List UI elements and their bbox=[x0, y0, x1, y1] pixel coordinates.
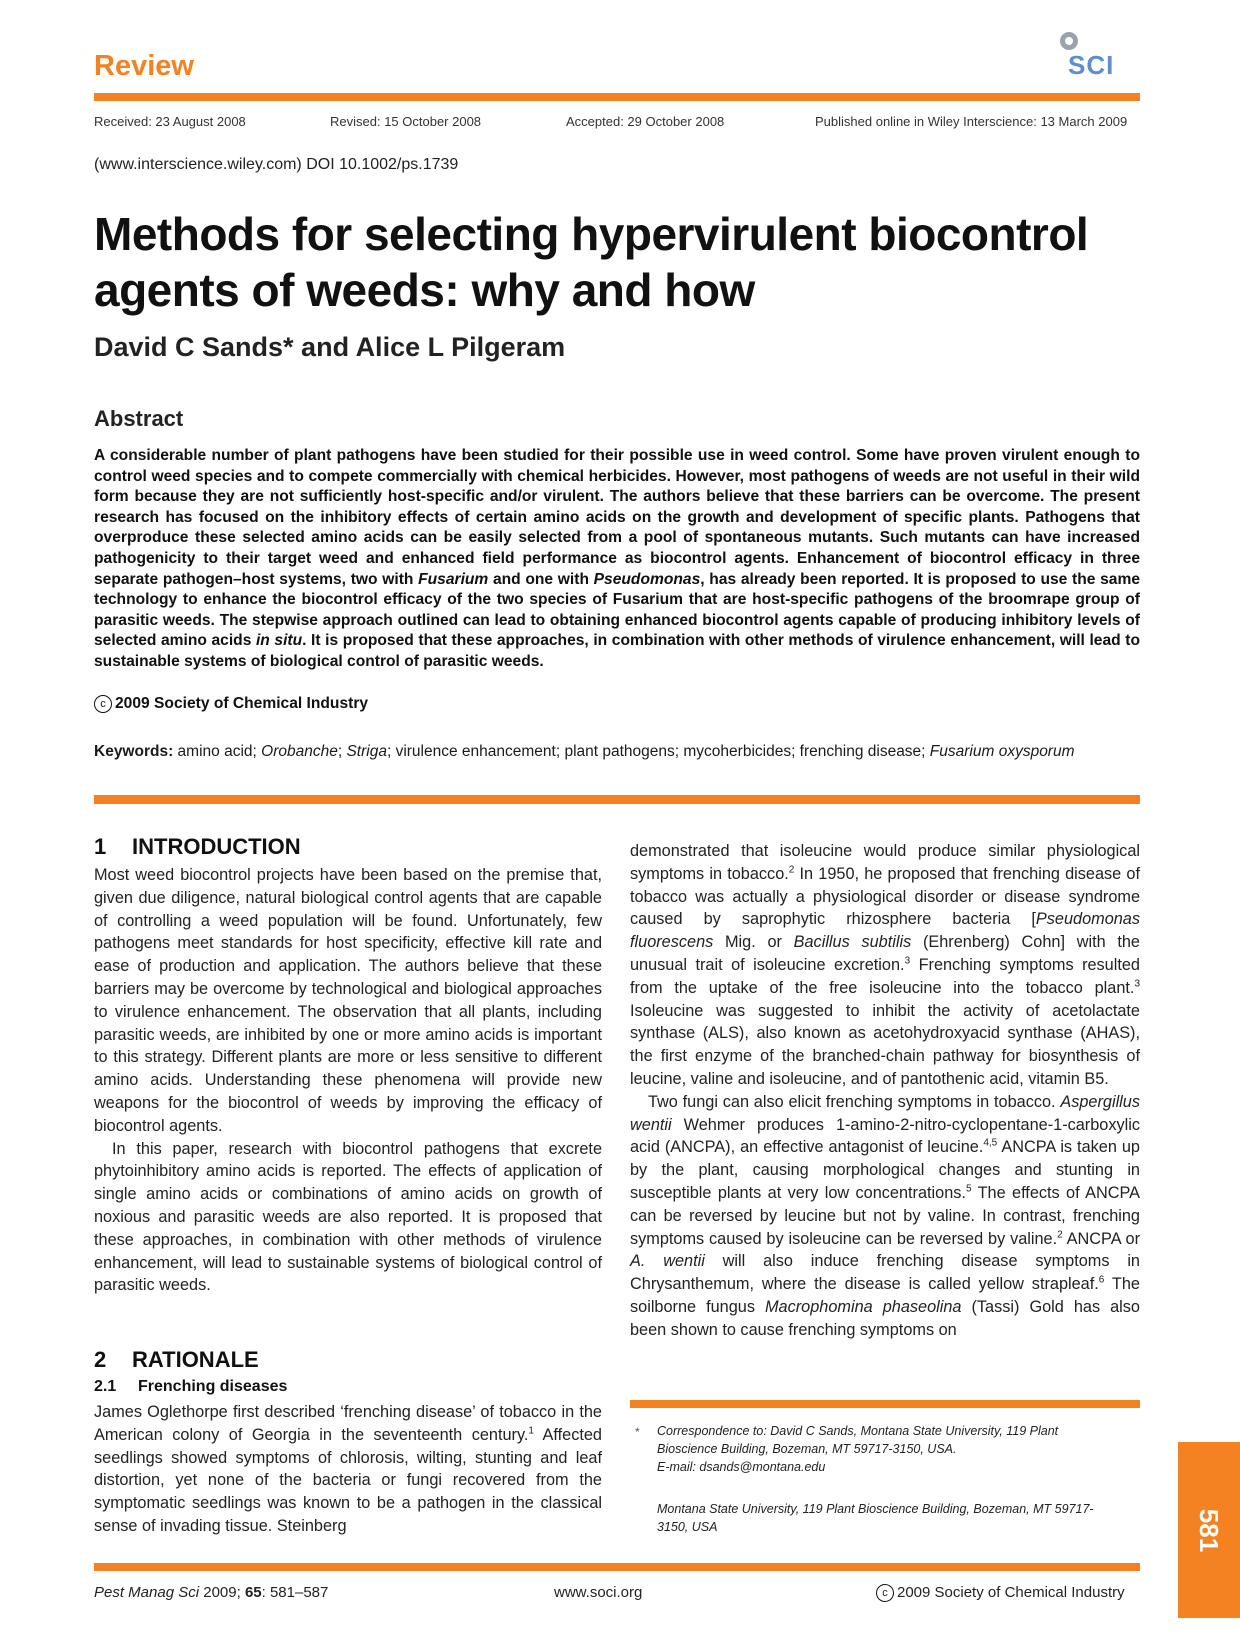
reference-marker[interactable]: 3 bbox=[904, 955, 911, 967]
received-date: Received: 23 August 2008 bbox=[94, 114, 246, 129]
text-run: The soilborne fungus bbox=[630, 1275, 1140, 1316]
citation-pages: : 581–587 bbox=[261, 1584, 329, 1601]
text-run: Frenching symptoms resulted from the uptake of the free isoleucine into the tobacco plant. bbox=[630, 955, 1140, 997]
abstract-part-1: A considerable number of plant pathogens have been studied for their possible use in weed control. Some have proven virulent enough to control weed species and to compete commercially with chemical herbicides. However, most pathogens of weeds are not useful in their wild form because they are not sufficiently host-specific and/or virulent. The authors believe that these barriers can be overcome. The present research has focused on the inhibitory effects of certain amino acids on the growth and development of specific plants. Pathogens that overproduce these selected amino acids can be easily selected from a pool of spontaneous mutants. Such mutants can have increased pathogenicity to their target weed and enhanced field performance as biocontrol agents. Enhancement of biocontrol efficacy in three separate pathogen–host systems, two with bbox=[94, 447, 1140, 588]
abstract-pseudomonas: Pseudomonas bbox=[593, 570, 701, 588]
subsection-heading bbox=[94, 1378, 287, 1396]
right-paragraph-1 bbox=[630, 840, 1140, 1091]
abstract-part-2: and one with bbox=[488, 570, 594, 588]
text-run: (Tassi) Gold has also been shown to cause frenching symptoms on bbox=[630, 1297, 1140, 1339]
intro-title: INTRODUCTION bbox=[132, 834, 301, 859]
correspondence-note bbox=[657, 1422, 1140, 1476]
abstract-fusarium: Fusarium bbox=[418, 570, 489, 588]
page-number: 581 bbox=[1194, 1508, 1225, 1552]
affiliation-line-2: 3150, USA bbox=[657, 1520, 718, 1534]
text-run: demonstrated that isoleucine would produce similar physiological symptoms in tobacco. bbox=[630, 842, 1140, 883]
correspondence-email[interactable]: E-mail: dsands@montana.edu bbox=[657, 1460, 826, 1474]
sci-ring-icon bbox=[1060, 32, 1078, 50]
species-name: Aspergillus wentii bbox=[630, 1092, 1140, 1134]
citation-year: 2009; bbox=[199, 1584, 245, 1601]
text-run: will also induce frenching disease symptoms in Chrysanthemum, where the disease is called yellow strapleaf. bbox=[630, 1252, 1140, 1294]
rationale-text-2: Affected seedlings showed symptoms of chlorosis, wilting, stunting and leaf distortion, yet none of the bacteria or fungi recovered from the symptomatic seedlings was known to be a pathogen in the classical sense of invading tissue. Steinberg bbox=[94, 1425, 602, 1535]
copyright-icon: c bbox=[94, 695, 112, 713]
affiliation-line-1: Montana State University, 119 Plant Bioscience Building, Bozeman, MT 59717- bbox=[657, 1502, 1094, 1516]
keyword-text: ; virulence enhancement; plant pathogens; mycoherbicides; frenching disease; bbox=[386, 743, 930, 760]
title-line-1: Methods for selecting hypervirulent biocontrol bbox=[94, 208, 1089, 260]
abstract-in-situ: in situ bbox=[255, 632, 303, 650]
copyright-icon: c bbox=[876, 1584, 894, 1602]
rationale-text-1: James Oglethorpe first described ‘frenching disease’ of tobacco in the American colony of Georgia in the seventeenth century. bbox=[94, 1403, 602, 1444]
intro-body bbox=[94, 864, 602, 1297]
text-run: ANCPA or bbox=[1062, 1229, 1140, 1248]
keyword-sep: ; bbox=[337, 743, 347, 760]
correspondence-line-2: Bioscience Building, Bozeman, MT 59717-3150, USA. bbox=[657, 1442, 957, 1456]
abstract-rule bbox=[94, 795, 1140, 804]
species-name: Bacillus subtilis bbox=[793, 933, 912, 952]
text-run: Isoleucine was suggested to inhibit the activity of acetolactate synthase (ALS), also known as acetohydroxyacid synthase (AHAS), the first enzyme of the branched-chain pathway for biosynthesis of leucine, valine and isoleucine, and of pantothenic acid, vitamin B5. bbox=[630, 1001, 1140, 1088]
right-paragraph-2 bbox=[630, 1091, 1140, 1342]
rationale-paragraph bbox=[94, 1401, 602, 1538]
reference-marker[interactable]: 4,5 bbox=[983, 1137, 998, 1149]
citation-volume: 65 bbox=[244, 1584, 262, 1601]
accepted-date: Accepted: 29 October 2008 bbox=[566, 114, 725, 129]
title-line-2: agents of weeds: why and how bbox=[94, 264, 755, 316]
species-name: Macrophomina phaseolina bbox=[765, 1297, 962, 1316]
species-name: A. wentii bbox=[630, 1252, 705, 1271]
header-rule bbox=[94, 93, 1140, 101]
intro-number: 1 bbox=[94, 834, 107, 859]
footer-rule bbox=[94, 1563, 1140, 1571]
rationale-title: RATIONALE bbox=[132, 1347, 259, 1372]
revised-date: Revised: 15 October 2008 bbox=[330, 114, 482, 129]
text-run: Two fungi can also elicit frenching symptoms in tobacco. bbox=[648, 1092, 1061, 1111]
rationale-body bbox=[94, 1401, 602, 1538]
sci-logo-text: SCI bbox=[1068, 50, 1115, 80]
article-authors: David C Sands* and Alice L Pilgeram bbox=[94, 332, 566, 362]
reference-marker[interactable]: 2 bbox=[1057, 1229, 1063, 1241]
keyword-text: amino acid; bbox=[173, 743, 262, 760]
abstract-part-4: . It is proposed that these approaches, in combination with other methods of virulence enhancement, will lead to sustainable systems of biological control of parasitic weeds. bbox=[94, 632, 1140, 670]
reference-marker[interactable]: 5 bbox=[965, 1183, 972, 1195]
intro-heading bbox=[94, 834, 301, 860]
keyword-orobanche: Orobanche bbox=[261, 743, 338, 760]
intro-paragraph-1: Most weed biocontrol projects have been based on the premise that, given due diligence, natural biological control agents that are capable of controlling a weed population will be found. Unfortunately, few pathogens meet standards for host specificity, effective kill rate and ease of production and application. The authors believe that these barriers may be overcome by technological and biological approaches to virulence enhancement. The observation that all plants, including parasitic weeds, are inhibited by one or more amino acids is important to this strategy. Different plants are more or less sensitive to different amino acids. Understanding these phenomena will provide new weapons for the biocontrol of weeds by improving the efficacy of biocontrol agents. bbox=[94, 866, 602, 1135]
subsection-number: 2.1 bbox=[94, 1378, 117, 1395]
abstract-text bbox=[94, 446, 1140, 673]
keyword-striga: Striga bbox=[346, 743, 387, 760]
abstract-copyright bbox=[94, 695, 368, 713]
journal-citation bbox=[94, 1584, 328, 1601]
footnote-mark: * bbox=[635, 1425, 640, 1439]
text-run: Mig. or bbox=[713, 933, 794, 952]
reference-marker[interactable]: 3 bbox=[1134, 978, 1140, 990]
text-run: (Ehrenberg) Cohn] with the unusual trait of isoleucine excretion. bbox=[630, 933, 1140, 974]
page-number-tab bbox=[1178, 1442, 1240, 1618]
reference-marker[interactable]: 6 bbox=[1098, 1274, 1105, 1286]
journal-name: Pest Manag Sci bbox=[94, 1584, 200, 1601]
keywords-label: Keywords: bbox=[94, 743, 174, 760]
abstract-part-3: , has already been reported. It is proposed to use the same technology to enhance the biocontrol efficacy of the two species of Fusarium that are host-specific pathogens of the broomrape group of parasitic weeds. The stepwise approach outlined can lead to obtaining enhanced biocontrol agents capable of producing inhibitory levels of selected amino acids bbox=[94, 570, 1140, 650]
keywords bbox=[94, 742, 1140, 762]
keyword-fusarium-oxysporum: Fusarium oxysporum bbox=[929, 743, 1075, 760]
text-run: ANCPA is taken up by the plant, causing morphological changes and stunting in susceptible plants at very low concentrations. bbox=[630, 1138, 1140, 1202]
section-label: Review bbox=[94, 50, 194, 82]
published-date: Published online in Wiley Interscience: 13 March 2009 bbox=[815, 114, 1128, 129]
footer-copyright bbox=[876, 1584, 1125, 1602]
abstract-heading: Abstract bbox=[94, 406, 184, 431]
sci-logo bbox=[1060, 30, 1140, 86]
text-run: Wehmer produces 1-amino-2-nitro-cyclopentane-1-carboxylic acid (ANCPA), an effective antagonist of leucine. bbox=[630, 1115, 1140, 1157]
reference-marker[interactable]: 2 bbox=[788, 864, 795, 876]
footnote-rule bbox=[630, 1400, 1140, 1408]
subsection-title: Frenching diseases bbox=[138, 1378, 288, 1395]
abstract-copyright-text: 2009 Society of Chemical Industry bbox=[115, 695, 369, 712]
rationale-number: 2 bbox=[94, 1347, 107, 1372]
article-title bbox=[94, 206, 1154, 318]
species-name: Pseudomonas fluorescens bbox=[630, 910, 1140, 952]
rationale-heading bbox=[94, 1347, 259, 1373]
text-run: The effects of ANCPA can be reversed by leucine but not by valine. In contrast, frenching symptoms caused by isoleucine can be reversed by valine. bbox=[630, 1183, 1140, 1248]
reference-marker[interactable]: 1 bbox=[528, 1425, 534, 1437]
footer-website[interactable]: www.soci.org bbox=[554, 1584, 643, 1601]
correspondence-line-1: Correspondence to: David C Sands, Montana State University, 119 Plant bbox=[657, 1424, 1059, 1438]
doi-link[interactable]: (www.interscience.wiley.com) DOI 10.1002/ps.1739 bbox=[94, 156, 459, 173]
affiliation-note bbox=[657, 1500, 1140, 1536]
right-column-body bbox=[630, 840, 1140, 1342]
footer-copyright-text: 2009 Society of Chemical Industry bbox=[897, 1584, 1125, 1601]
intro-paragraph-2: In this paper, research with biocontrol pathogens that excrete phytoinhibitory amino acids is reported. The effects of application of single amino acids or combinations of amino acids on growth of noxious and parasitic weeds are also reported. It is proposed that these approaches, in combination with other methods of virulence enhancement, will lead to sustainable systems of biological control of parasitic weeds. bbox=[94, 1139, 602, 1295]
text-run: In 1950, he proposed that frenching disease of tobacco was actually a physiological disorder or disease syndrome caused by saprophytic rhizosphere bacteria [ bbox=[630, 864, 1140, 929]
